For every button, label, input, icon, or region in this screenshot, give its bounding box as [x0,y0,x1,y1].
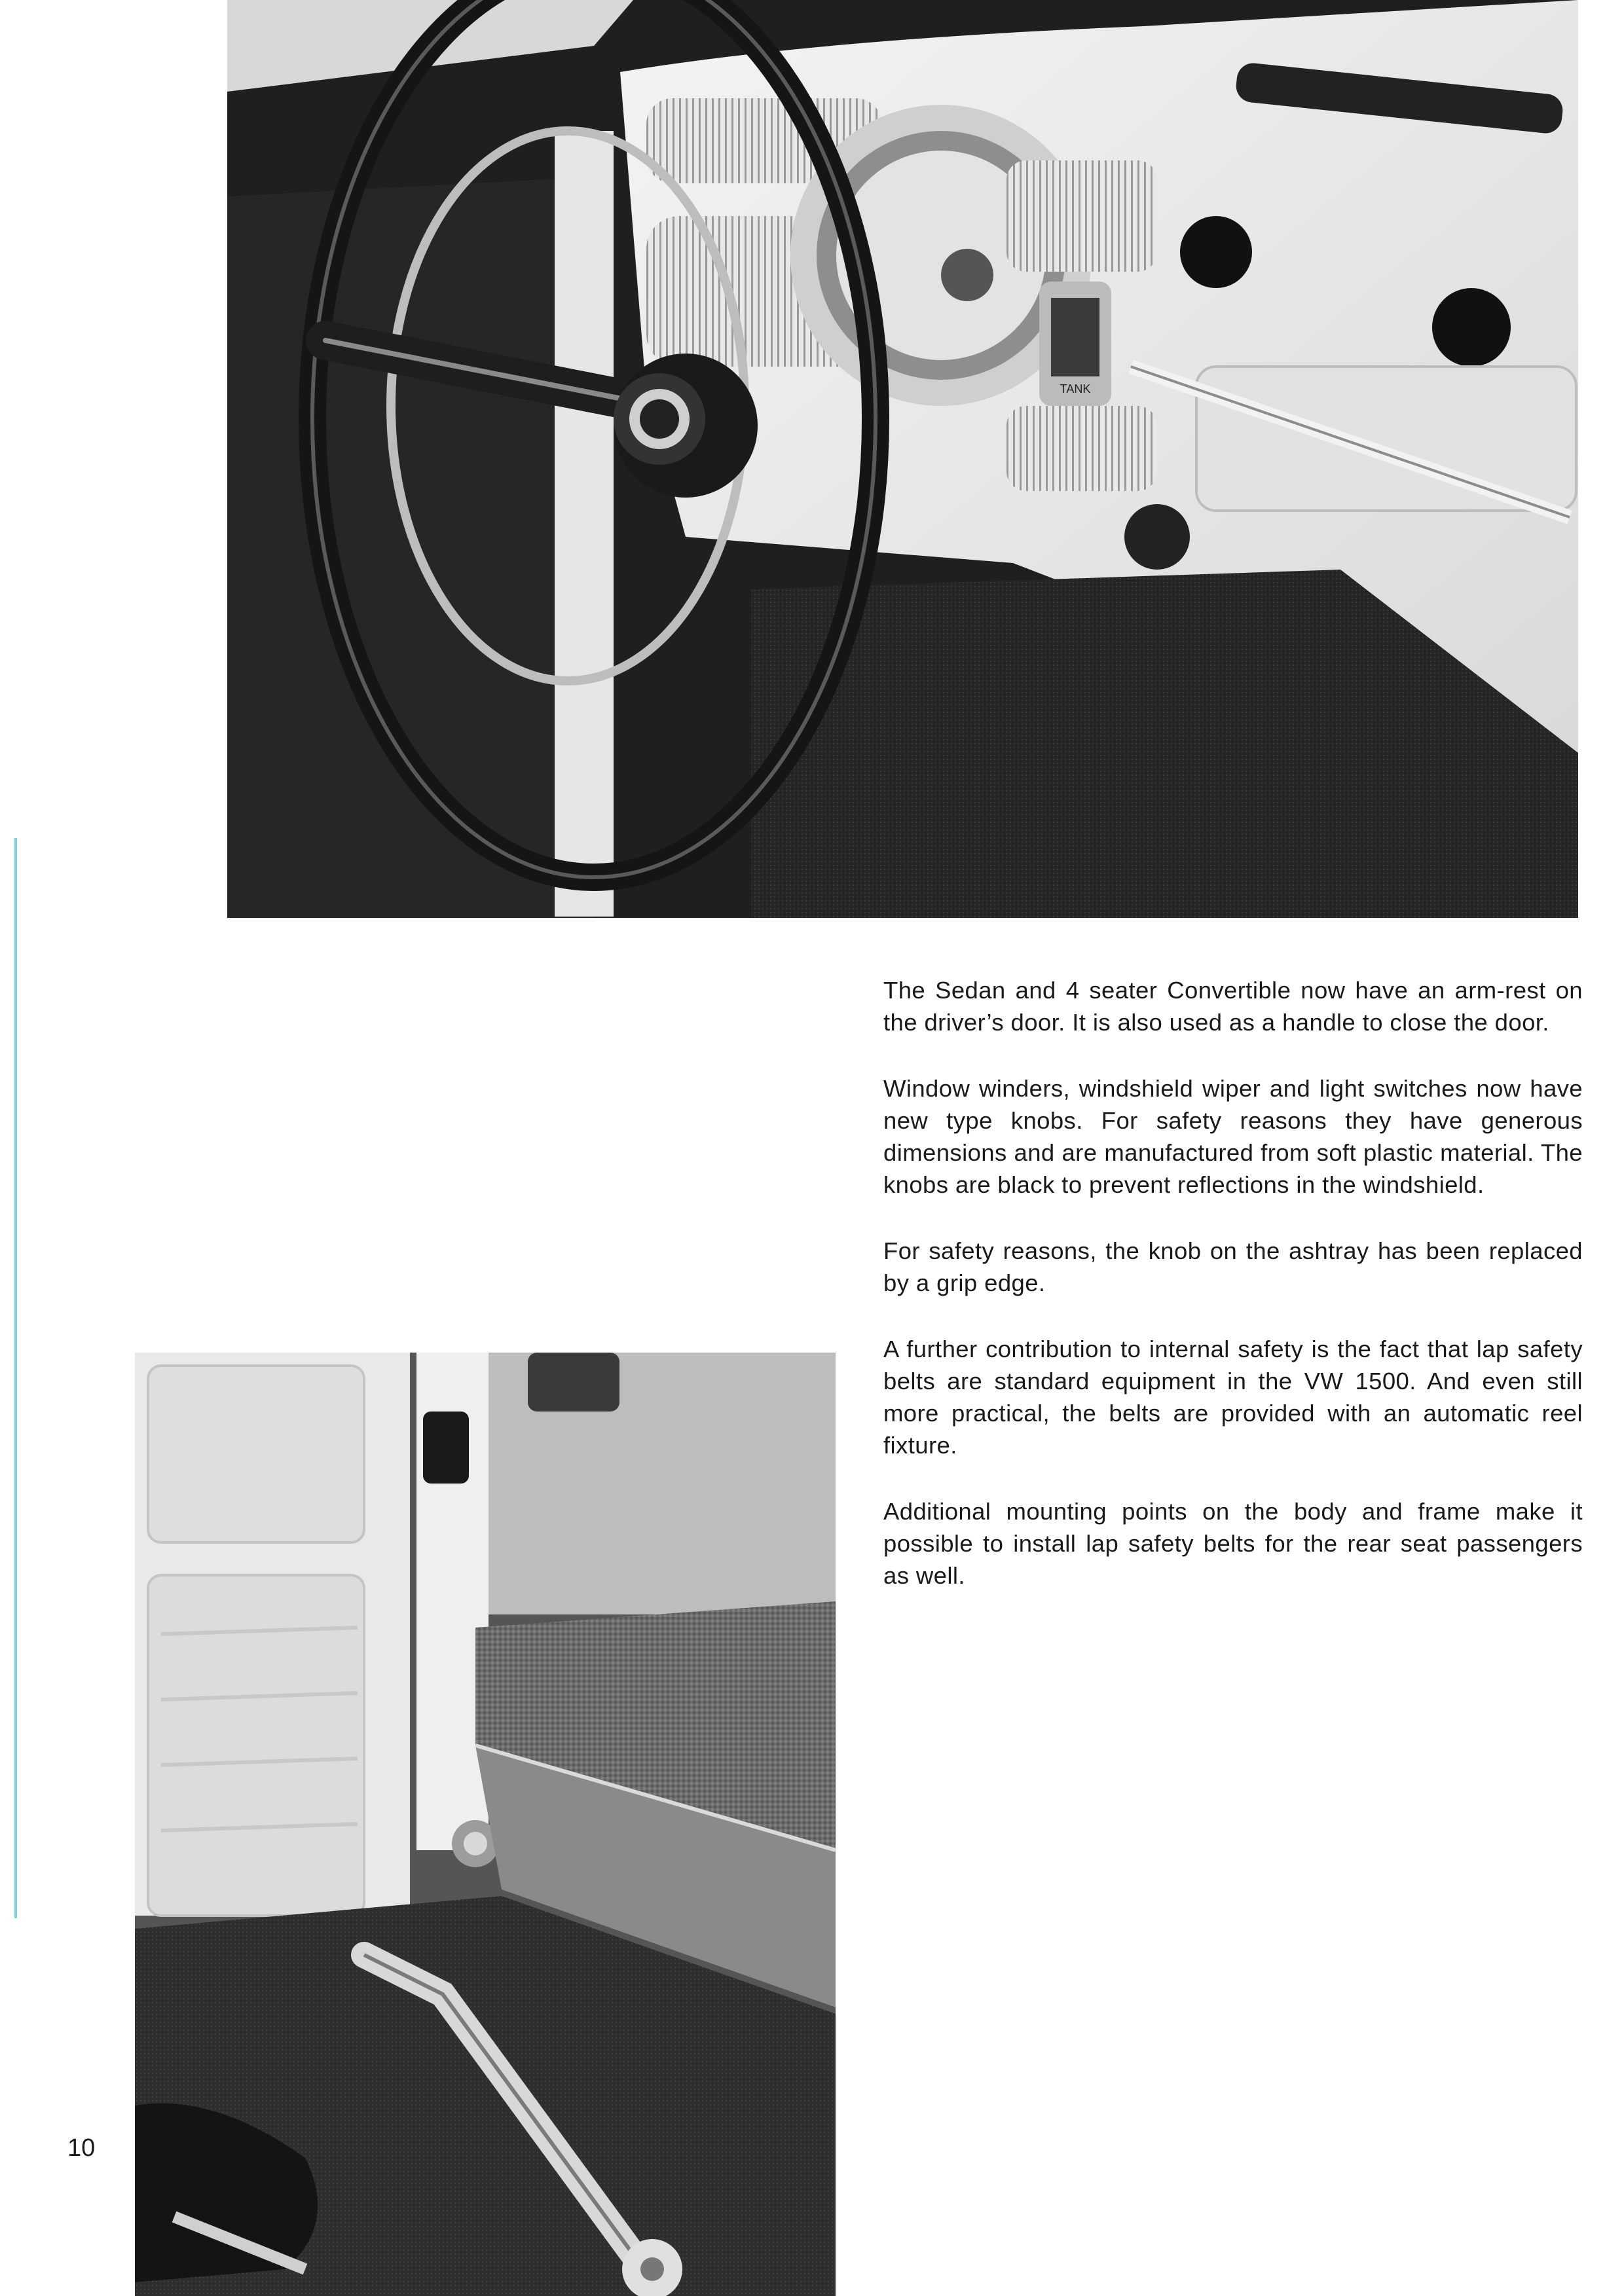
page-number: 10 [67,2134,96,2162]
fuel-gauge-label: TANK [1060,382,1091,395]
seat-belt-photo [135,1353,836,2296]
paragraph: For safety reasons, the knob on the ashtray has been replaced by a grip edge. [883,1237,1583,1296]
dashboard-photo [227,0,1578,918]
paragraph: Window winders, windshield wiper and light switches now have new type knobs. For safety reasons they have generous dimensions and are manufactured from soft plastic material. The knobs are black to prevent reflections in the windshield. [883,1075,1583,1198]
body-text [883,974,1583,1626]
page-edge-accent-line [14,838,17,1918]
seat-belt-photo-illustration [135,1353,836,2296]
paragraph: The Sedan and 4 seater Convertible now have an arm-rest on the driver’s door. It is also used as a handle to close the door. [883,977,1583,1036]
paragraph: Additional mounting points on the body and frame make it possible to install lap safety belts for the rear seat passengers as well. [883,1498,1583,1589]
paragraph: A further contribution to internal safety is the fact that lap safety belts are standard equipment in the VW 1500. And even still more practical, the belts are provided with an automatic reel fixture. [883,1336,1583,1459]
dashboard-photo-illustration [227,0,1578,918]
